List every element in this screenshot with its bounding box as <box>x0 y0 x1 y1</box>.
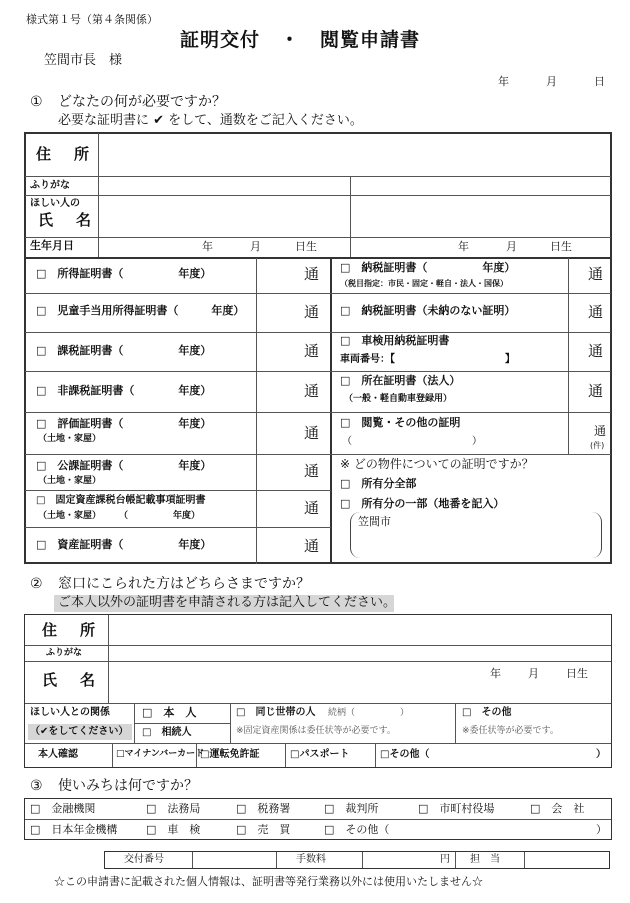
use-company[interactable]: □ 会 社 <box>530 802 585 815</box>
birth-left-day: 日生 <box>295 240 317 253</box>
section3-number: ③ <box>30 778 43 794</box>
s2-birth-day: 日生 <box>566 667 588 680</box>
cert-non-taxation[interactable]: □ 非課税証明書（ 年度） <box>36 384 212 397</box>
birth-right-year: 年 <box>458 240 469 253</box>
name-input-right[interactable] <box>352 196 610 236</box>
section2-number: ② <box>30 576 43 592</box>
id-mynumber[interactable]: □マイナンバーカード <box>116 749 205 759</box>
address-input[interactable] <box>100 134 610 175</box>
count-unit: 通 <box>594 424 607 438</box>
use-legal-affairs[interactable]: □ 法務局 <box>146 802 201 815</box>
use-other[interactable]: □ その他（ <box>324 823 390 836</box>
s2-birth-year: 年 <box>490 667 501 680</box>
vehicle-number[interactable]: 車両番号：【 】 <box>340 354 515 365</box>
staff-label: 担 当 <box>470 854 500 865</box>
cert-taxation[interactable]: □ 課税証明書（ 年度） <box>36 344 212 357</box>
relation-household-note: ※固定資産関係は委任状等が必要です。 <box>236 726 396 736</box>
cert-inspection-other-detail[interactable]: （ ） <box>342 436 482 447</box>
label-wanted-person: ほしい人の <box>30 198 80 209</box>
property-part[interactable]: □ 所有分の一部（地番を記入） <box>340 497 505 510</box>
form-number: 様式第１号（第４条関係） <box>26 13 158 26</box>
count-input[interactable] <box>258 414 302 453</box>
count-unit: 通 <box>304 537 320 555</box>
relation-other-note: ※委任状等が必要です。 <box>462 726 559 736</box>
use-bank[interactable]: □ 金融機関 <box>30 802 96 815</box>
count-input[interactable] <box>258 456 302 489</box>
relation-household-paren[interactable]: 続柄（ ） <box>328 708 410 718</box>
section1-instruction: 必要な証明書に ✔ をして、通数をご記入ください。 <box>58 113 363 128</box>
use-court[interactable]: □ 裁判所 <box>324 802 379 815</box>
relation-label: ほしい人との関係 <box>30 707 110 718</box>
count-unit: 通 <box>588 303 604 321</box>
property-question: ※ どの物件についての証明ですか？ <box>340 457 534 471</box>
count-unit: 通 <box>304 265 320 283</box>
cert-location-corporate[interactable]: □ 所在証明書（法人） <box>340 374 461 387</box>
cert-location-sub: （一般・軽自動車登録用） <box>344 394 453 404</box>
cert-fixed-asset-ledger-sub: （土地・家屋） （ 年度） <box>38 511 201 521</box>
label-furigana: ふりがな <box>30 180 70 191</box>
s2-address-input[interactable] <box>110 616 610 644</box>
cert-child-allowance[interactable]: □ 児童手当用所得証明書（ 年度） <box>36 304 245 317</box>
id-other-close: ） <box>596 749 606 760</box>
use-vehicle-inspection[interactable]: □ 車 検 <box>146 823 201 836</box>
form-title: 証明交付 ・ 閲覧申請書 <box>180 29 421 51</box>
cert-public-charges[interactable]: □ 公課証明書（ 年度） <box>36 459 212 472</box>
date-year: 年 <box>498 75 509 88</box>
label-birthdate: 生年月日 <box>30 239 74 252</box>
cert-valuation[interactable]: □ 評価証明書（ 年度） <box>36 417 212 430</box>
count-unit: 通 <box>588 265 604 283</box>
count-unit: 通 <box>304 382 320 400</box>
s2-label-name: 氏 名 <box>42 671 100 689</box>
cert-valuation-sub: （土地・家屋） <box>38 434 102 444</box>
id-passport[interactable]: □パスポート <box>290 749 350 760</box>
s2-birth-month: 月 <box>528 667 539 680</box>
count-unit: 通 <box>304 424 320 442</box>
count-unit-ken: (件) <box>590 441 605 450</box>
s2-furigana-input[interactable] <box>110 647 610 660</box>
cert-fixed-asset-ledger[interactable]: □ 固定資産課税台帳記載事項証明書 <box>36 495 206 506</box>
id-license[interactable]: □運転免許証 <box>200 749 260 760</box>
section1-question: どなたの何が必要ですか？ <box>58 94 226 110</box>
relation-hint: （✔をしてください） <box>30 726 129 737</box>
use-tax-office[interactable]: □ 税務署 <box>236 802 291 815</box>
section3-question: 使いみちは何ですか？ <box>58 778 198 794</box>
relation-heir[interactable]: □ 相続人 <box>142 727 192 738</box>
cert-public-charges-sub: （土地・家屋） <box>38 476 102 486</box>
birth-left-year: 年 <box>202 240 213 253</box>
cert-vehicle-inspection[interactable]: □ 車検用納税証明書 <box>340 334 450 347</box>
cert-income[interactable]: □ 所得証明書（ 年度） <box>36 267 212 280</box>
cert-tax-payment-sub: （税目指定：市民・固定・軽自・法人・国保） <box>340 279 508 288</box>
cert-tax-payment[interactable]: □ 納税証明書（ 年度） <box>340 261 516 274</box>
s2-name-input[interactable] <box>110 663 470 702</box>
use-pension[interactable]: □ 日本年金機構 <box>30 823 118 836</box>
count-input[interactable] <box>258 529 302 562</box>
property-city: 笠間市 <box>358 515 391 528</box>
furigana-input-left[interactable] <box>100 177 348 194</box>
count-unit: 通 <box>588 382 604 400</box>
yen-label: 円 <box>440 854 450 865</box>
cert-inspection-other[interactable]: □ 閲覧・その他の証明 <box>340 416 461 429</box>
s2-label-furigana: ふりがな <box>46 648 83 658</box>
count-input[interactable] <box>258 492 302 526</box>
section2-question: 窓口にこられた方はどちらさまですか？ <box>58 576 310 592</box>
relation-other[interactable]: □ その他 <box>462 707 512 718</box>
birth-right-day: 日生 <box>550 240 572 253</box>
id-other[interactable]: □その他（ <box>380 749 430 760</box>
cert-tax-no-arrears[interactable]: □ 納税証明書（未納のない証明） <box>340 304 516 317</box>
birth-left-month: 月 <box>250 240 261 253</box>
count-unit: 通 <box>304 499 320 517</box>
count-unit: 通 <box>304 342 320 360</box>
label-name: 氏 名 <box>38 211 96 229</box>
count-input[interactable] <box>258 373 302 411</box>
cert-assets[interactable]: □ 資産証明書（ 年度） <box>36 538 212 551</box>
count-input[interactable] <box>258 260 302 292</box>
addressee: 笠間市長 様 <box>44 53 123 68</box>
section2-instruction: ご本人以外の証明書を申請される方は記入してください。 <box>58 595 397 610</box>
id-check-label: 本人確認 <box>38 749 78 760</box>
label-address: 住 所 <box>36 145 94 163</box>
count-unit: 通 <box>304 462 320 480</box>
use-other-close: ） <box>596 823 607 836</box>
relation-self[interactable]: □ 本 人 <box>142 706 197 719</box>
section1-number: ① <box>30 94 43 110</box>
count-unit: 通 <box>588 342 604 360</box>
birth-right-month: 月 <box>506 240 517 253</box>
date-day: 日 <box>594 75 605 88</box>
privacy-notice: ☆この申請書に記載された個人情報は、証明書等発行業務以外には使用いたしません☆ <box>54 875 483 888</box>
issue-number-label: 交付番号 <box>124 854 164 865</box>
count-input[interactable] <box>258 295 302 331</box>
count-input[interactable] <box>258 334 302 370</box>
office-use-table <box>104 851 610 869</box>
s2-label-address: 住 所 <box>42 621 100 639</box>
name-input-left[interactable] <box>100 196 348 236</box>
count-unit: 通 <box>304 303 320 321</box>
relation-household[interactable]: □ 同じ世帯の人 <box>236 707 316 718</box>
property-all[interactable]: □ 所有分全部 <box>340 477 417 490</box>
fee-label: 手数料 <box>296 854 326 865</box>
use-municipal-office[interactable]: □ 市町村役場 <box>418 802 495 815</box>
use-sale[interactable]: □ 売 買 <box>236 823 291 836</box>
furigana-input-right[interactable] <box>352 177 610 194</box>
date-month: 月 <box>546 75 557 88</box>
